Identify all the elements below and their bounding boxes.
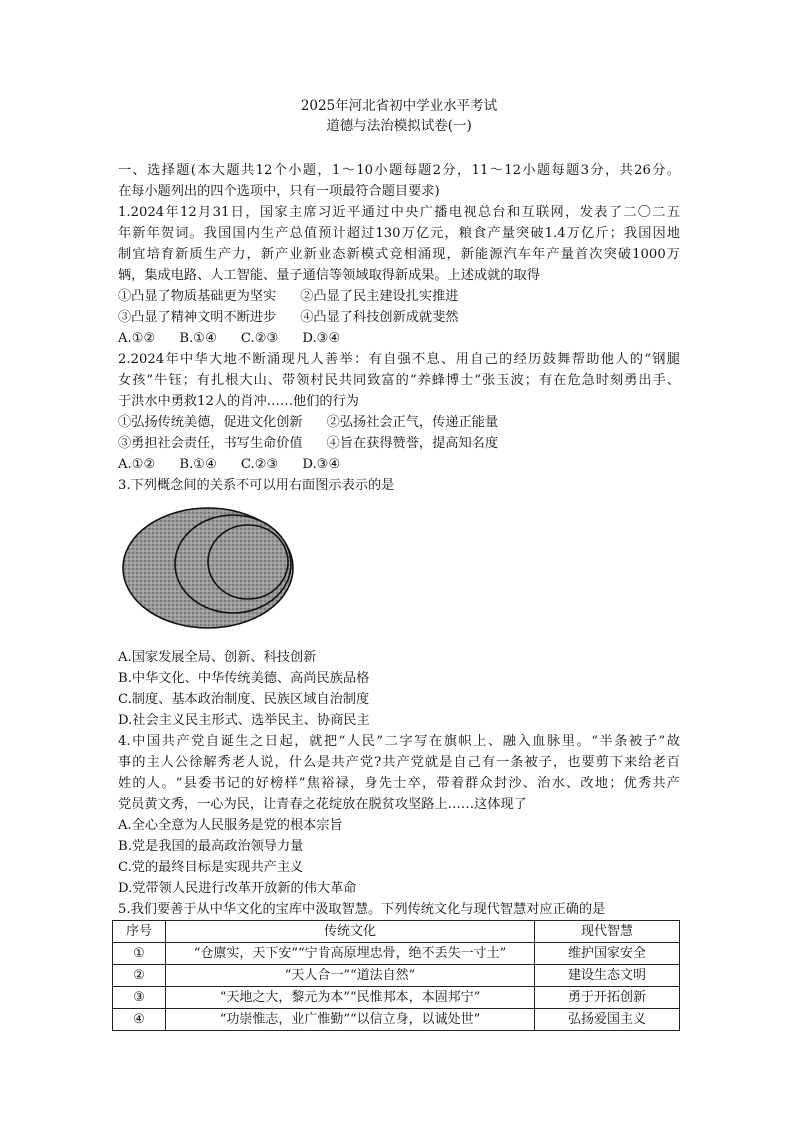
question-stem-line: 4.中国共产党自诞生之日起，就把“人民”二字写在旗帜上、融入血脉里。“半条被子”故: [118, 734, 680, 749]
question-stem-line: 女孩”牛钰；有扎根大山、带领村民共同致富的“养蜂博士”张玉波；有在危急时刻勇出手、: [118, 373, 680, 388]
question-4: [118, 731, 680, 899]
section-instructions: [118, 160, 680, 202]
question-stem-line: 姓的人。“县委书记的好榜样”焦裕禄，身先士卒，带着群众封沙、治水、改地；优秀共产: [118, 776, 680, 791]
question-stem-line: 辆，集成电路、人工智能、量子通信等领域取得新成果。上述成就的取得: [118, 268, 540, 283]
exam-subtitle: 道德与法治模拟试卷(一): [326, 118, 472, 134]
venn-diagram: [120, 504, 300, 632]
statement-row: [118, 307, 680, 328]
option-d[interactable]: D.③④: [302, 331, 341, 346]
question-5: [118, 899, 680, 1031]
column-header: 序号: [113, 921, 166, 943]
culture-wisdom-table: [112, 920, 680, 1031]
option-c[interactable]: C.②③: [240, 457, 279, 472]
question-stem-line: 2.2024年中华大地不断涌现凡人善举：有自强不息、用自己的经历鼓舞帮助他人的“钢腿: [118, 352, 680, 367]
question-stem-line: 5.我们要善于从中华文化的宝库中汲取智慧。下列传统文化与现代智慧对应正确的是: [118, 902, 606, 917]
option-d[interactable]: D.党带领人民进行改革开放新的伟大革命: [118, 881, 357, 896]
question-stem-line: 制宜培育新质生产力，新产业新业态新模式竞相涌现，新能源汽车年产量首次突破1000万: [118, 247, 680, 262]
statement: ②弘扬社会正气，传递正能量: [326, 415, 499, 430]
question-stem-line: 3.下列概念间的关系不可以用右面图示表示的是: [118, 478, 395, 493]
option-d[interactable]: D.③④: [302, 457, 341, 472]
statement: ③凸显了精神文明不断进步: [118, 310, 277, 325]
question-stem-line: 事的主人公徐解秀老人说，什么是共产党?共产党就是自己有一条被子，也要剪下来给老百: [118, 755, 680, 770]
table-cell: 维护国家安全: [535, 943, 680, 965]
exam-title: 2025年河北省初中学业水平考试: [300, 98, 498, 114]
table-cell: ③: [113, 987, 166, 1009]
table-cell: 弘扬爱国主义: [535, 1009, 680, 1031]
table-cell: 勇于开拓创新: [535, 987, 680, 1009]
table-row: [113, 943, 680, 965]
option-a[interactable]: A.①②: [118, 457, 156, 472]
question-stem-line: 于洪水中勇救12人的肖冲……他们的行为: [118, 394, 359, 409]
option-a[interactable]: A.全心全意为人民服务是党的根本宗旨: [118, 818, 343, 833]
table-cell: 建设生态文明: [535, 965, 680, 987]
instruction-line: 在每小题列出的四个选项中，只有一项最符合题目要求): [118, 184, 440, 199]
statement: ①弘扬传统美德，促进文化创新: [118, 415, 303, 430]
table-header-row: [113, 921, 680, 943]
option-c[interactable]: C.党的最终目标是实现共产主义: [118, 860, 304, 875]
question-3: [118, 475, 680, 731]
option-d[interactable]: D.社会主义民主形式、选举民主、协商民主: [118, 713, 370, 728]
statement-row: [118, 286, 680, 307]
exam-header: [118, 96, 680, 136]
question-stem-line: 党员黄文秀，一心为民，让青春之花绽放在脱贫攻坚路上……这体现了: [118, 797, 527, 812]
question-2: [118, 349, 680, 475]
table-cell: ④: [113, 1009, 166, 1031]
option-c[interactable]: C.②③: [240, 331, 279, 346]
table-cell: ①: [113, 943, 166, 965]
statement: ③勇担社会责任，书写生命价值: [118, 436, 303, 451]
table-row: [113, 987, 680, 1009]
statement: ②凸显了民主建设扎实推进: [300, 289, 459, 304]
question-1: [118, 202, 680, 349]
instruction-line: 一、选择题(本大题共12个小题，1～10小题每题2分，11～12小题每题3分，共26分。: [118, 163, 680, 178]
inner-ellipse: [208, 525, 288, 599]
option-b[interactable]: B.①④: [179, 331, 217, 346]
statement-row: [118, 433, 680, 454]
statement: ①凸显了物质基础更为坚实: [118, 289, 277, 304]
exam-page: [118, 96, 680, 1031]
option-b[interactable]: B.中华文化、中华传统美德、高尚民族品格: [118, 671, 370, 686]
option-a[interactable]: A.①②: [118, 331, 156, 346]
statement: ④旨在获得赞誉，提高知名度: [326, 436, 499, 451]
table-cell: “仓廪实，天下安”“宁肯高原埋忠骨，绝不丢失一寸土”: [166, 943, 535, 965]
statement: ④凸显了科技创新成就斐然: [300, 310, 459, 325]
table-cell: “天人合一”“道法自然”: [166, 965, 535, 987]
table-row: [113, 1009, 680, 1031]
option-row: [118, 454, 680, 475]
option-row: [118, 328, 680, 349]
column-header: 传统文化: [166, 921, 535, 943]
table-row: [113, 965, 680, 987]
question-stem-line: 1.2024年12月31日，国家主席习近平通过中央广播电视总台和互联网，发表了二〇二五: [118, 205, 680, 220]
column-header: 现代智慧: [535, 921, 680, 943]
option-b[interactable]: B.党是我国的最高政治领导力量: [118, 839, 304, 854]
table-cell: ②: [113, 965, 166, 987]
table-cell: “天地之大，黎元为本”“民惟邦本，本固邦宁”: [166, 987, 535, 1009]
statement-row: [118, 412, 680, 433]
question-stem-line: 年新年贺词。我国国内生产总值预计超过130万亿元，粮食产量突破1.4万亿斤；我国因地: [118, 226, 680, 241]
table-cell: “功崇惟志，业广惟勤”“以信立身，以诚处世”: [166, 1009, 535, 1031]
option-b[interactable]: B.①④: [179, 457, 217, 472]
option-a[interactable]: A.国家发展全局、创新、科技创新: [118, 650, 317, 665]
option-c[interactable]: C.制度、基本政治制度、民族区域自治制度: [118, 692, 370, 707]
